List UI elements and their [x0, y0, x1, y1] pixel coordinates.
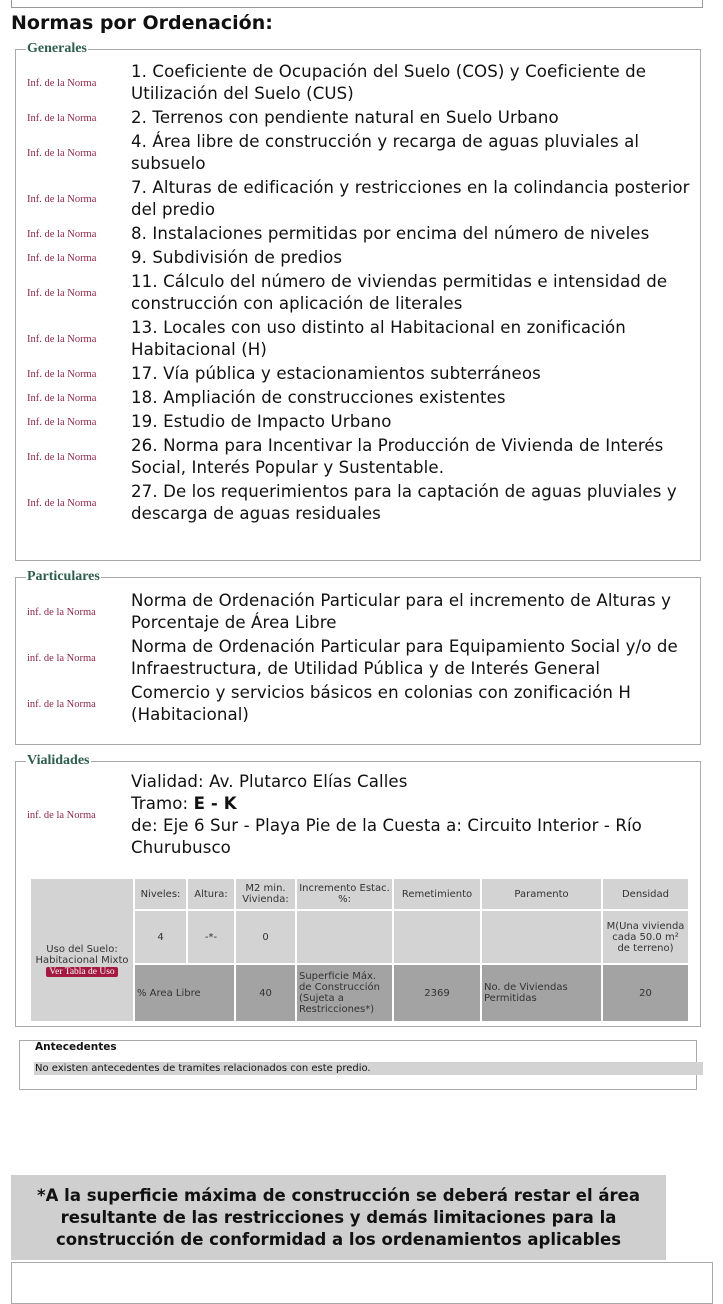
norma-item — [16, 316, 700, 362]
inf-norma-link[interactable]: Inf. de la Norma — [27, 368, 97, 380]
page-title: Normas por Ordenación: — [11, 12, 273, 34]
paramento-value — [482, 911, 601, 963]
norma-item — [16, 410, 700, 434]
norma-text: Norma de Ordenación Particular para Equipamiento Social y/o de Infraestructura, de Utilidad Pública y de Interés General — [131, 637, 678, 678]
uso-suelo-cell: Uso del Suelo: Habitacional Mixto Ver Tabla de Uso — [31, 879, 133, 1021]
antecedentes-message: No existen antecedentes de tramites relacionados con este predio. — [34, 1062, 703, 1075]
inf-norma-link[interactable]: Inf. de la Norma — [27, 416, 97, 428]
tramo-range: de: Eje 6 Sur - Playa Pie de la Cuesta a: Circuito Interior - Río Churubusco — [131, 816, 642, 857]
inf-norma-link[interactable]: Inf. de la Norma — [27, 77, 97, 89]
norma-text: 9. Subdivisión de predios — [131, 248, 343, 267]
viviendas-label: No. de Viviendas Permitidas — [482, 965, 601, 1021]
generales-legend: Generales — [27, 41, 87, 56]
norma-text: 27. De los requerimientos para la captación de aguas pluviales y descarga de aguas residuales — [131, 482, 677, 523]
altura-value: -*- — [188, 911, 234, 963]
norma-text: 8. Instalaciones permitidas por encima del número de niveles — [131, 224, 650, 243]
norma-item — [16, 270, 700, 316]
norma-item — [16, 589, 700, 635]
previous-section-box — [11, 0, 703, 8]
norma-item — [16, 246, 700, 270]
norma-item — [16, 362, 700, 386]
restriction-note: *A la superficie máxima de construcción se deberá restar el área resultante de las restricciones y demás limitaciones para la construcción de conformidad a los ordenamientos aplicables — [11, 1175, 666, 1260]
inf-norma-link[interactable]: inf. de la Norma — [27, 698, 96, 710]
inf-norma-link[interactable]: Inf. de la Norma — [27, 287, 97, 299]
header-remetimiento: Remetimiento — [394, 879, 480, 909]
inf-norma-link[interactable]: Inf. de la Norma — [27, 228, 97, 240]
header-m2-min: M2 min. Vivienda: — [236, 879, 295, 909]
m2-min-value: 0 — [236, 911, 295, 963]
norma-item — [16, 386, 700, 410]
norma-text: 26. Norma para Incentivar la Producción de Vivienda de Interés Social, Interés Popular y Sustentable. — [131, 436, 664, 477]
header-incremento: Incremento Estac. %: — [297, 879, 392, 909]
inf-norma-link[interactable]: inf. de la Norma — [27, 809, 96, 821]
norma-text: 7. Alturas de edificación y restricciones en la colindancia posterior del predio — [131, 178, 690, 219]
norma-text: 1. Coeficiente de Ocupación del Suelo (COS) y Coeficiente de Utilización del Suelo (CUS) — [131, 62, 647, 103]
inf-norma-link[interactable]: Inf. de la Norma — [27, 451, 97, 463]
antecedentes-box — [19, 1040, 697, 1090]
norma-item — [16, 130, 700, 176]
densidad-value: M(Una vivienda cada 50.0 m² de terreno) — [603, 911, 688, 963]
particulares-legend: Particulares — [27, 569, 100, 584]
niveles-value: 4 — [135, 911, 186, 963]
viviendas-value: 20 — [603, 965, 688, 1021]
norma-item — [16, 635, 700, 681]
norma-item — [16, 480, 700, 526]
area-libre-value: 40 — [236, 965, 295, 1021]
tramo: Tramo: E - K — [131, 794, 237, 813]
norma-text: 11. Cálculo del número de viviendas permitidas e intensidad de construcción con aplicación de literales — [131, 272, 668, 313]
inf-norma-link[interactable]: Inf. de la Norma — [27, 112, 97, 124]
inf-norma-link[interactable]: Inf. de la Norma — [27, 392, 97, 404]
generales-fieldset — [15, 41, 701, 561]
vialidad-name: Vialidad: Av. Plutarco Elías Calles — [131, 772, 408, 791]
incremento-value — [297, 911, 392, 963]
norma-text: 18. Ampliación de construcciones existentes — [131, 388, 506, 407]
header-altura: Altura: — [188, 879, 234, 909]
norma-text: 4. Área libre de construcción y recarga de aguas pluviales al subsuelo — [131, 132, 640, 173]
norma-text: 19. Estudio de Impacto Urbano — [131, 412, 392, 431]
norma-item — [16, 434, 700, 480]
inf-norma-link[interactable]: Inf. de la Norma — [27, 497, 97, 509]
norma-text: 2. Terrenos con pendiente natural en Suelo Urbano — [131, 108, 559, 127]
sup-max-value: 2369 — [394, 965, 480, 1021]
remetimiento-value — [394, 911, 480, 963]
inf-norma-link[interactable]: Inf. de la Norma — [27, 193, 97, 205]
norma-text: 13. Locales con uso distinto al Habitacional en zonificación Habitacional (H) — [131, 318, 626, 359]
inf-norma-link[interactable]: Inf. de la Norma — [27, 252, 97, 264]
norma-text: Norma de Ordenación Particular para el incremento de Alturas y Porcentaje de Área Libre — [131, 591, 672, 632]
vialidades-fieldset — [15, 753, 701, 1027]
header-densidad: Densidad — [603, 879, 688, 909]
header-paramento: Paramento — [482, 879, 601, 909]
inf-norma-link[interactable]: inf. de la Norma — [27, 606, 96, 618]
inf-norma-link[interactable]: Inf. de la Norma — [27, 333, 97, 345]
norma-item — [16, 106, 700, 130]
norma-item — [16, 176, 700, 222]
ver-tabla-uso-button[interactable]: Ver Tabla de Uso — [46, 967, 117, 977]
norma-item — [16, 222, 700, 246]
antecedentes-legend: Antecedentes — [35, 1041, 117, 1053]
inf-norma-link[interactable]: inf. de la Norma — [27, 652, 96, 664]
next-section-box — [11, 1262, 713, 1304]
norma-text: 17. Vía pública y estacionamientos subterráneos — [131, 364, 541, 383]
norma-item — [16, 681, 700, 727]
norma-text: Comercio y servicios básicos en colonias con zonificación H (Habitacional) — [131, 683, 632, 724]
vialidades-legend: Vialidades — [27, 753, 90, 768]
inf-norma-link[interactable]: Inf. de la Norma — [27, 147, 97, 159]
sup-max-label: Superficie Máx. de Construcción (Sujeta a Restricciones*) — [297, 965, 392, 1021]
header-niveles: Niveles: — [135, 879, 186, 909]
particulares-fieldset — [15, 569, 701, 745]
area-libre-label: % Area Libre — [135, 965, 234, 1021]
zoning-table — [29, 877, 690, 1023]
norma-item — [16, 60, 700, 106]
